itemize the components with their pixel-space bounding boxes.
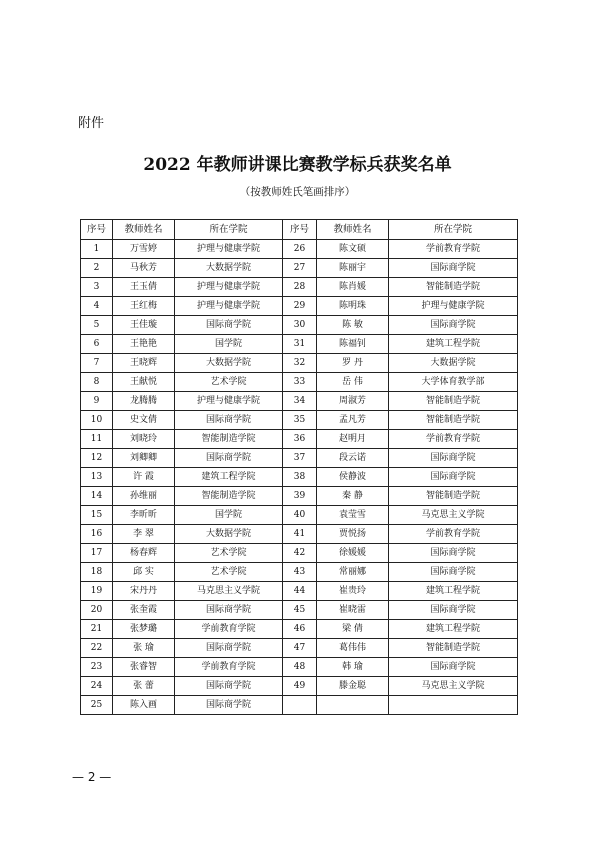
cell-college: 智能制造学院 xyxy=(389,392,518,411)
cell-college: 智能制造学院 xyxy=(175,430,283,449)
page-number: — 2 — xyxy=(72,770,112,784)
cell-college: 国际商学院 xyxy=(175,601,283,620)
cell-index: 3 xyxy=(81,278,113,297)
table-row xyxy=(81,278,518,297)
header-college: 所在学院 xyxy=(175,220,283,240)
table-row xyxy=(81,582,518,601)
cell-teacher-name: 段云诺 xyxy=(317,449,389,468)
cell-index: 24 xyxy=(81,677,113,696)
cell-college: 智能制造学院 xyxy=(389,639,518,658)
table-row xyxy=(81,392,518,411)
cell-index: 17 xyxy=(81,544,113,563)
cell-teacher-name: 邱 实 xyxy=(113,563,175,582)
cell-index: 29 xyxy=(283,297,317,316)
cell-index: 49 xyxy=(283,677,317,696)
cell-college: 国学院 xyxy=(175,506,283,525)
cell-teacher-name: 袁莹雪 xyxy=(317,506,389,525)
cell-teacher-name: 周淑芳 xyxy=(317,392,389,411)
cell-index: 5 xyxy=(81,316,113,335)
cell-index: 46 xyxy=(283,620,317,639)
table-row xyxy=(81,601,518,620)
cell-college: 国际商学院 xyxy=(389,259,518,278)
cell-teacher-name: 李昕昕 xyxy=(113,506,175,525)
cell-teacher-name: 李 翠 xyxy=(113,525,175,544)
cell-index: 13 xyxy=(81,468,113,487)
cell-college: 建筑工程学院 xyxy=(175,468,283,487)
cell-college: 护理与健康学院 xyxy=(175,278,283,297)
cell-college: 马克思主义学院 xyxy=(175,582,283,601)
cell-index: 23 xyxy=(81,658,113,677)
table-row xyxy=(81,373,518,392)
cell-index: 33 xyxy=(283,373,317,392)
cell-index: 38 xyxy=(283,468,317,487)
cell-college: 国际商学院 xyxy=(175,411,283,430)
cell-teacher-name: 张 瑜 xyxy=(113,639,175,658)
cell-index: 8 xyxy=(81,373,113,392)
cell-college: 国学院 xyxy=(175,335,283,354)
header-index: 序号 xyxy=(81,220,113,240)
cell-college: 学前教育学院 xyxy=(175,620,283,639)
cell-college: 国际商学院 xyxy=(389,544,518,563)
cell-teacher-name: 刘晓玲 xyxy=(113,430,175,449)
cell-teacher-name xyxy=(317,696,389,715)
cell-index: 7 xyxy=(81,354,113,373)
cell-college: 国际商学院 xyxy=(389,601,518,620)
table-row xyxy=(81,335,518,354)
cell-teacher-name: 葛伟伟 xyxy=(317,639,389,658)
cell-teacher-name: 张睿智 xyxy=(113,658,175,677)
awardee-table xyxy=(80,219,518,715)
table-row xyxy=(81,696,518,715)
table-body xyxy=(81,240,518,715)
cell-teacher-name: 王晓辉 xyxy=(113,354,175,373)
cell-index: 21 xyxy=(81,620,113,639)
cell-college: 建筑工程学院 xyxy=(389,582,518,601)
cell-index: 40 xyxy=(283,506,317,525)
cell-index: 12 xyxy=(81,449,113,468)
cell-index: 35 xyxy=(283,411,317,430)
table-row xyxy=(81,240,518,259)
cell-index: 34 xyxy=(283,392,317,411)
cell-college xyxy=(389,696,518,715)
cell-teacher-name: 孟凡芳 xyxy=(317,411,389,430)
cell-college: 智能制造学院 xyxy=(389,487,518,506)
cell-college: 马克思主义学院 xyxy=(389,677,518,696)
cell-teacher-name: 宋丹丹 xyxy=(113,582,175,601)
cell-teacher-name: 岳 伟 xyxy=(317,373,389,392)
cell-teacher-name: 孙维丽 xyxy=(113,487,175,506)
cell-teacher-name: 梁 倩 xyxy=(317,620,389,639)
cell-teacher-name: 贾悦扬 xyxy=(317,525,389,544)
cell-college: 大学体育教学部 xyxy=(389,373,518,392)
header-index: 序号 xyxy=(283,220,317,240)
cell-index: 28 xyxy=(283,278,317,297)
cell-teacher-name: 常丽娜 xyxy=(317,563,389,582)
cell-index: 4 xyxy=(81,297,113,316)
cell-teacher-name: 马秋芳 xyxy=(113,259,175,278)
cell-index: 39 xyxy=(283,487,317,506)
header-teacher-name: 教师姓名 xyxy=(113,220,175,240)
table-row xyxy=(81,525,518,544)
cell-teacher-name: 陈明珠 xyxy=(317,297,389,316)
cell-teacher-name: 崔晓雷 xyxy=(317,601,389,620)
cell-index: 15 xyxy=(81,506,113,525)
cell-teacher-name: 陈入画 xyxy=(113,696,175,715)
cell-index: 6 xyxy=(81,335,113,354)
attachment-label: 附件 xyxy=(78,116,105,131)
cell-college: 国际商学院 xyxy=(389,316,518,335)
cell-teacher-name: 张奎霞 xyxy=(113,601,175,620)
cell-teacher-name: 陈文硕 xyxy=(317,240,389,259)
cell-teacher-name: 王艳艳 xyxy=(113,335,175,354)
cell-teacher-name: 秦 静 xyxy=(317,487,389,506)
cell-college: 大数据学院 xyxy=(175,354,283,373)
cell-teacher-name: 徐媛媛 xyxy=(317,544,389,563)
cell-teacher-name: 许 霞 xyxy=(113,468,175,487)
cell-index: 20 xyxy=(81,601,113,620)
table-row xyxy=(81,658,518,677)
cell-college: 护理与健康学院 xyxy=(175,297,283,316)
cell-index: 1 xyxy=(81,240,113,259)
cell-index: 44 xyxy=(283,582,317,601)
cell-college: 马克思主义学院 xyxy=(389,506,518,525)
cell-college: 国际商学院 xyxy=(175,696,283,715)
cell-index: 22 xyxy=(81,639,113,658)
cell-index: 26 xyxy=(283,240,317,259)
table-row xyxy=(81,354,518,373)
cell-teacher-name: 杨春辉 xyxy=(113,544,175,563)
cell-college: 建筑工程学院 xyxy=(389,335,518,354)
cell-index: 2 xyxy=(81,259,113,278)
document-subtitle: （按教师姓氏笔画排序） xyxy=(239,186,356,198)
cell-index: 42 xyxy=(283,544,317,563)
cell-index: 11 xyxy=(81,430,113,449)
cell-teacher-name: 陈福钊 xyxy=(317,335,389,354)
cell-college: 国际商学院 xyxy=(389,468,518,487)
cell-index: 10 xyxy=(81,411,113,430)
cell-index: 30 xyxy=(283,316,317,335)
cell-teacher-name: 刘卿卿 xyxy=(113,449,175,468)
cell-teacher-name: 赵明月 xyxy=(317,430,389,449)
cell-college: 学前教育学院 xyxy=(389,525,518,544)
cell-college: 国际商学院 xyxy=(175,449,283,468)
cell-teacher-name: 陈肖媛 xyxy=(317,278,389,297)
cell-teacher-name: 侯静波 xyxy=(317,468,389,487)
cell-teacher-name: 王献悦 xyxy=(113,373,175,392)
cell-college: 学前教育学院 xyxy=(389,240,518,259)
cell-teacher-name: 龙腾腾 xyxy=(113,392,175,411)
table-row xyxy=(81,487,518,506)
cell-college: 学前教育学院 xyxy=(175,658,283,677)
cell-college: 艺术学院 xyxy=(175,563,283,582)
cell-teacher-name: 张梦璐 xyxy=(113,620,175,639)
header-teacher-name: 教师姓名 xyxy=(317,220,389,240)
cell-teacher-name: 韩 瑜 xyxy=(317,658,389,677)
cell-teacher-name: 王红梅 xyxy=(113,297,175,316)
cell-index: 36 xyxy=(283,430,317,449)
table-row xyxy=(81,544,518,563)
cell-index: 47 xyxy=(283,639,317,658)
cell-index: 14 xyxy=(81,487,113,506)
cell-college: 国际商学院 xyxy=(175,316,283,335)
cell-college: 国际商学院 xyxy=(389,563,518,582)
cell-index: 19 xyxy=(81,582,113,601)
table-row xyxy=(81,430,518,449)
cell-college: 护理与健康学院 xyxy=(175,392,283,411)
cell-college: 艺术学院 xyxy=(175,373,283,392)
cell-teacher-name: 王佳璇 xyxy=(113,316,175,335)
cell-college: 智能制造学院 xyxy=(175,487,283,506)
cell-college: 国际商学院 xyxy=(389,658,518,677)
document-title: 2022 年教师讲课比赛教学标兵获奖名单 xyxy=(143,155,452,175)
cell-teacher-name: 万雪婷 xyxy=(113,240,175,259)
cell-teacher-name: 崔贵玲 xyxy=(317,582,389,601)
table-row xyxy=(81,468,518,487)
table-row xyxy=(81,411,518,430)
cell-college: 大数据学院 xyxy=(175,525,283,544)
cell-index: 41 xyxy=(283,525,317,544)
table-row xyxy=(81,297,518,316)
cell-teacher-name: 滕金聪 xyxy=(317,677,389,696)
cell-teacher-name: 张 蕾 xyxy=(113,677,175,696)
cell-index: 18 xyxy=(81,563,113,582)
cell-index: 37 xyxy=(283,449,317,468)
cell-index: 25 xyxy=(81,696,113,715)
cell-index xyxy=(283,696,317,715)
cell-college: 国际商学院 xyxy=(175,677,283,696)
cell-index: 16 xyxy=(81,525,113,544)
cell-college: 国际商学院 xyxy=(175,639,283,658)
cell-index: 48 xyxy=(283,658,317,677)
cell-index: 45 xyxy=(283,601,317,620)
cell-teacher-name: 陈 敏 xyxy=(317,316,389,335)
cell-index: 32 xyxy=(283,354,317,373)
table-row xyxy=(81,677,518,696)
table-row xyxy=(81,620,518,639)
cell-college: 国际商学院 xyxy=(389,449,518,468)
cell-college: 大数据学院 xyxy=(175,259,283,278)
cell-index: 31 xyxy=(283,335,317,354)
table-row xyxy=(81,259,518,278)
cell-index: 27 xyxy=(283,259,317,278)
table-row xyxy=(81,563,518,582)
cell-teacher-name: 王玉倩 xyxy=(113,278,175,297)
cell-index: 9 xyxy=(81,392,113,411)
cell-college: 学前教育学院 xyxy=(389,430,518,449)
table-header-row xyxy=(81,220,518,240)
cell-college: 智能制造学院 xyxy=(389,278,518,297)
cell-college: 建筑工程学院 xyxy=(389,620,518,639)
cell-teacher-name: 陈丽宇 xyxy=(317,259,389,278)
cell-college: 护理与健康学院 xyxy=(175,240,283,259)
table-row xyxy=(81,316,518,335)
cell-college: 艺术学院 xyxy=(175,544,283,563)
table-row xyxy=(81,639,518,658)
cell-teacher-name: 史文倩 xyxy=(113,411,175,430)
header-college: 所在学院 xyxy=(389,220,518,240)
cell-college: 智能制造学院 xyxy=(389,411,518,430)
cell-college: 护理与健康学院 xyxy=(389,297,518,316)
table-row xyxy=(81,449,518,468)
cell-college: 大数据学院 xyxy=(389,354,518,373)
cell-index: 43 xyxy=(283,563,317,582)
table-row xyxy=(81,506,518,525)
cell-teacher-name: 罗 丹 xyxy=(317,354,389,373)
